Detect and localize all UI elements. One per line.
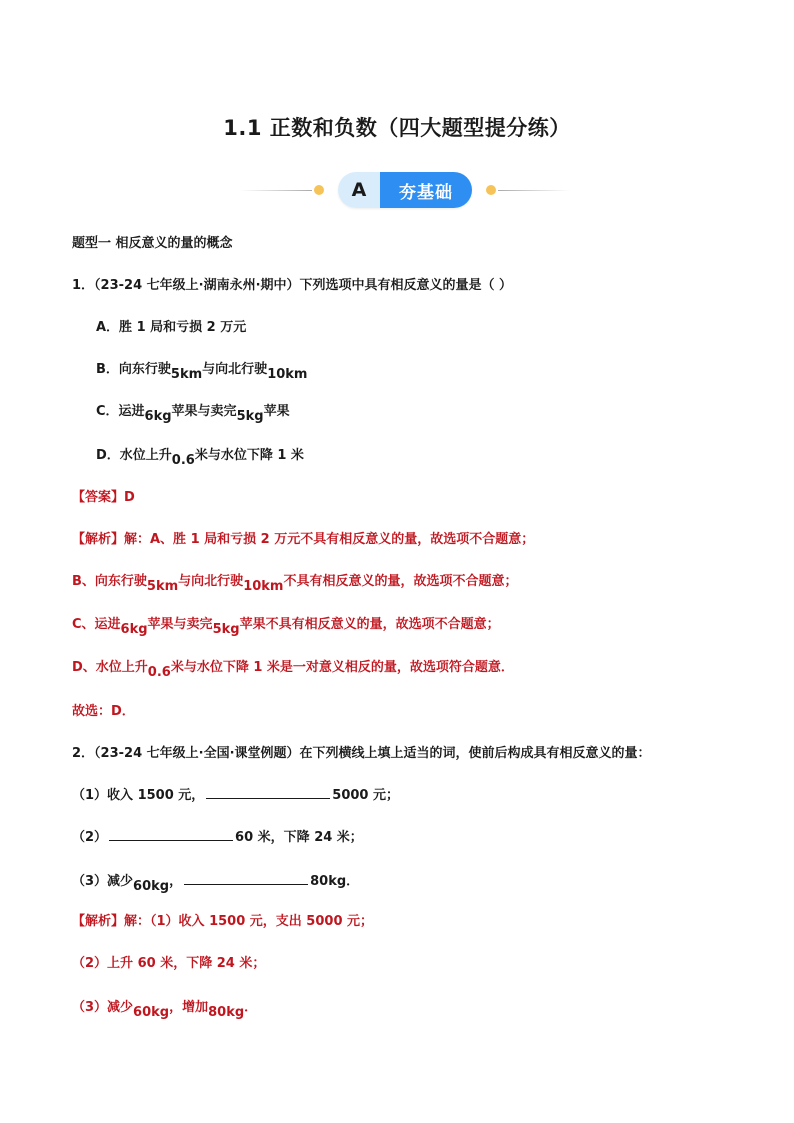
section-banner <box>240 170 570 210</box>
option-text: 苹果 <box>263 404 290 419</box>
q1-analysis-line-1: 【解析】解：A、胜 1 局和亏损 2 万元不具有相反意义的量，故选项不合题意； <box>72 532 535 547</box>
fill-blank[interactable] <box>109 830 233 841</box>
question-2-stem: 2．（23-24 七年级上·全国·课堂例题）在下列横线上填上适当的词，使前后构成具有相反意义的量： <box>72 746 651 761</box>
option-text: 与向北行驶 <box>202 362 268 377</box>
option-text: 米与水位下降 1 米 <box>194 448 304 463</box>
section-heading: 题型一 相反意义的量的概念 <box>72 236 233 251</box>
q2-analysis-line-2: （2）上升 60 米，下降 24 米； <box>72 956 266 971</box>
q1-option-d <box>96 448 304 469</box>
banner-line-right <box>498 190 570 191</box>
unit-value: 6kg <box>120 622 148 637</box>
page-title: 1.1 正数和负数（四大题型提分练） <box>223 116 571 140</box>
option-text: D．水位上升 <box>96 448 172 463</box>
analysis-text: 米与水位下降 1 米是一对意义相反的量，故选项符合题意． <box>170 660 514 675</box>
question-text: 60 米，下降 24 米； <box>235 830 363 845</box>
unit-value: 10km <box>243 579 284 594</box>
analysis-text: B、向东行驶 <box>72 574 147 589</box>
analysis-text: （3）减少 <box>72 1000 134 1015</box>
unit-value: 80kg <box>208 1005 245 1020</box>
q2-analysis-line-3 <box>72 1000 257 1021</box>
option-text: 苹果与卖完 <box>171 404 237 419</box>
unit-value: 60kg <box>133 879 170 894</box>
analysis-text: ． <box>244 1000 258 1015</box>
unit-value: 0.6 <box>147 665 171 680</box>
unit-value: 6kg <box>144 409 172 424</box>
banner-letter: A <box>338 172 380 208</box>
q1-option-a: A．胜 1 局和亏损 2 万元 <box>96 320 247 335</box>
question-1-stem: 1．（23-24 七年级上·湖南永州·期中）下列选项中具有相反意义的量是（ ） <box>72 278 513 293</box>
q2-part-1 <box>72 788 399 804</box>
unit-value: 5km <box>146 579 179 594</box>
q1-option-b <box>96 362 307 383</box>
analysis-text: 苹果不具有相反意义的量，故选项不合题意； <box>239 617 500 632</box>
q2-part-3 <box>72 874 359 895</box>
question-text: （1）收入 1500 元， <box>72 788 205 803</box>
banner-dot-right <box>486 185 496 195</box>
q1-analysis-line-4 <box>72 660 514 681</box>
fill-blank[interactable] <box>184 874 308 885</box>
q1-analysis-line-3 <box>72 617 500 638</box>
question-text: 5000 元； <box>332 788 399 803</box>
banner-line-left <box>240 190 312 191</box>
banner-dot-left <box>314 185 324 195</box>
unit-value: 10km <box>267 367 308 382</box>
question-text: （3）减少 <box>72 874 134 889</box>
analysis-text: 苹果与卖完 <box>147 617 213 632</box>
analysis-text: 不具有相反意义的量，故选项不合题意； <box>283 574 518 589</box>
q1-option-c <box>96 404 290 425</box>
unit-value: 60kg <box>133 1005 170 1020</box>
q2-part-2 <box>72 830 363 846</box>
fill-blank[interactable] <box>206 788 330 799</box>
question-text: 80kg． <box>310 874 360 889</box>
q1-conclusion: 故选：D． <box>72 704 135 719</box>
q2-analysis-line-1: 【解析】解：（1）收入 1500 元，支出 5000 元； <box>72 914 374 929</box>
question-text: ， <box>169 874 183 889</box>
banner-text: 夯基础 <box>380 172 472 208</box>
analysis-text: 与向北行驶 <box>178 574 244 589</box>
option-text: C．运进 <box>96 404 145 419</box>
q1-answer: 【答案】D <box>72 490 135 505</box>
unit-value: 5kg <box>236 409 264 424</box>
question-text: （2） <box>72 830 108 845</box>
unit-value: 0.6 <box>171 453 195 468</box>
unit-value: 5kg <box>212 622 240 637</box>
analysis-text: ，增加 <box>169 1000 209 1015</box>
banner-pill <box>338 172 472 208</box>
q1-analysis-line-2 <box>72 574 518 595</box>
analysis-text: C、运进 <box>72 617 121 632</box>
analysis-text: D、水位上升 <box>72 660 148 675</box>
unit-value: 5km <box>170 367 203 382</box>
option-text: B．向东行驶 <box>96 362 171 377</box>
